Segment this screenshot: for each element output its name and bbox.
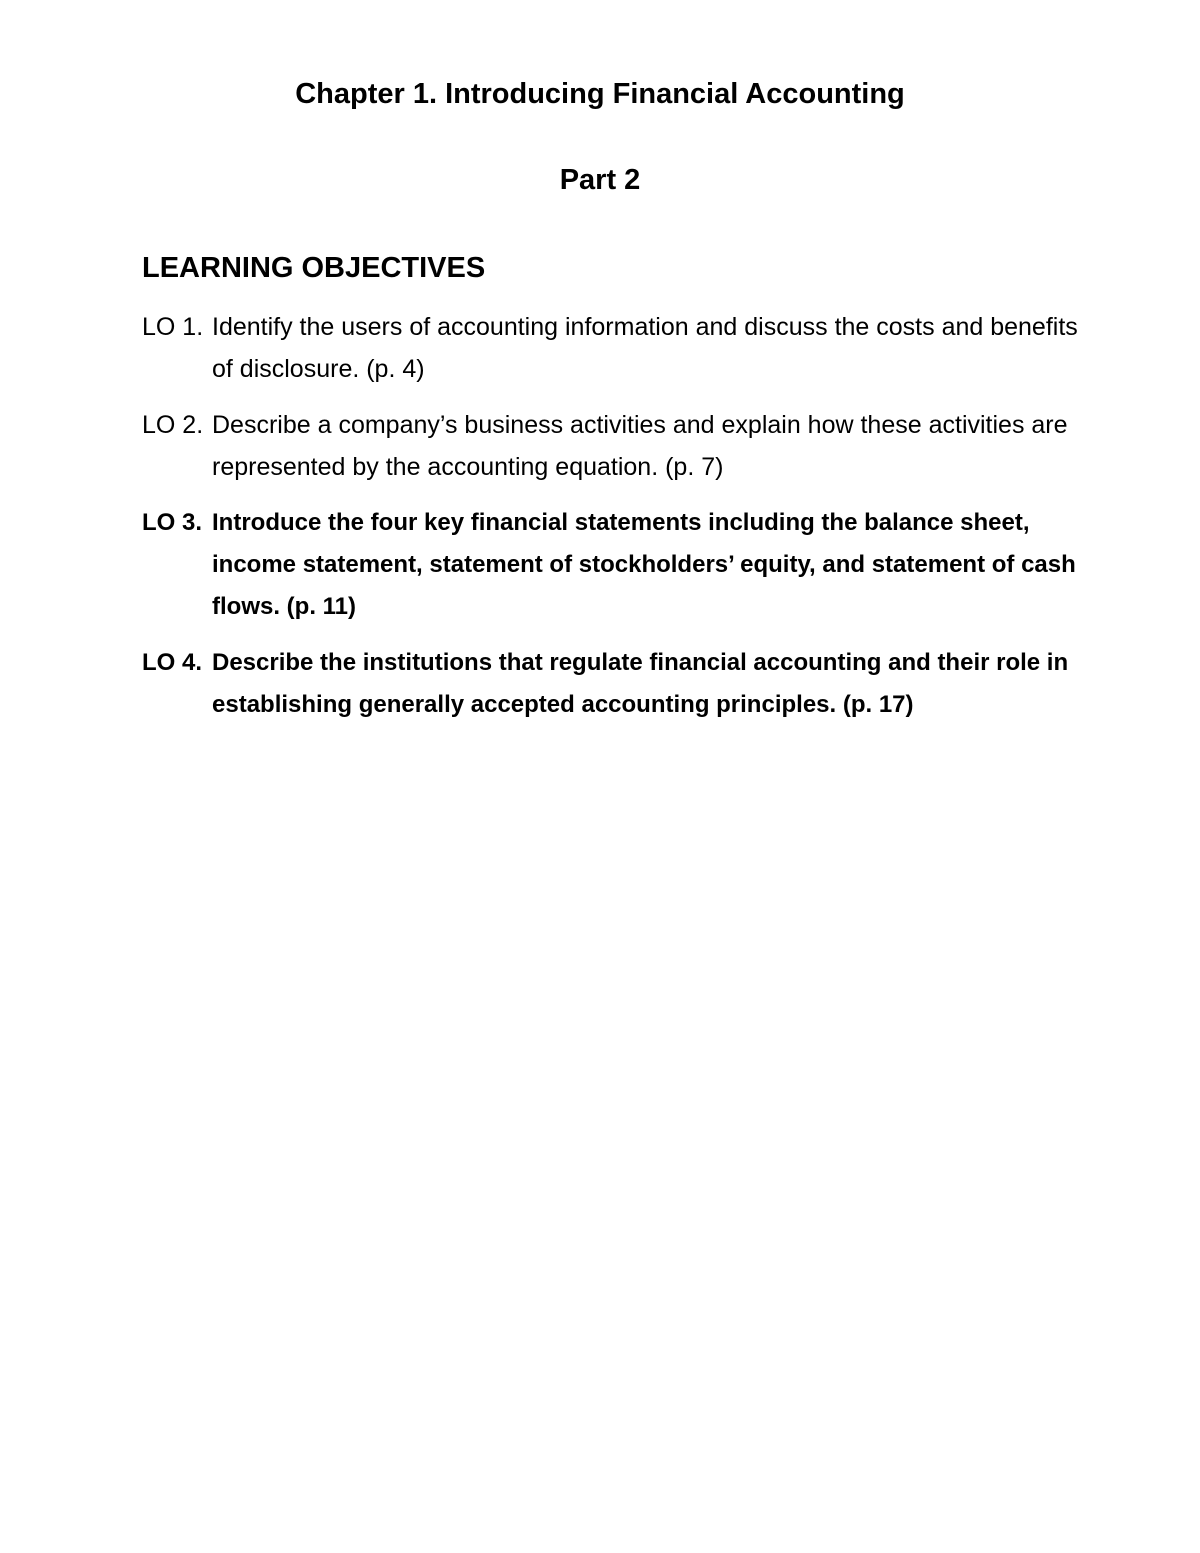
learning-objective-4	[142, 642, 1082, 726]
section-heading: LEARNING OBJECTIVES	[142, 252, 486, 284]
objective-label: LO 2.	[142, 411, 204, 439]
learning-objective-1	[142, 306, 1082, 390]
page-subtitle: Part 2	[559, 164, 641, 196]
learning-objective-3	[142, 502, 1082, 628]
objective-label: LO 3.	[142, 509, 203, 536]
learning-objective-2	[142, 404, 1082, 488]
learning-objectives-list	[142, 306, 1082, 726]
objective-label: LO 4.	[142, 649, 203, 676]
objective-label: LO 1.	[142, 313, 204, 341]
page-title: Chapter 1. Introducing Financial Accounting	[295, 78, 905, 110]
objective-text: Describe a company’s business activities and explain how these activities are represented by the accounting equation. (p. 7)	[212, 411, 1068, 481]
objective-text: Introduce the four key financial statements including the balance sheet, income statement, statement of stockholders’ equity, and statement of cash flows. (p. 11)	[212, 509, 1076, 620]
objective-text: Identify the users of accounting information and discuss the costs and benefits of disclosure. (p. 4)	[212, 313, 1078, 383]
objective-text: Describe the institutions that regulate financial accounting and their role in establishing generally accepted accounting principles. (p. 17)	[212, 649, 1069, 718]
